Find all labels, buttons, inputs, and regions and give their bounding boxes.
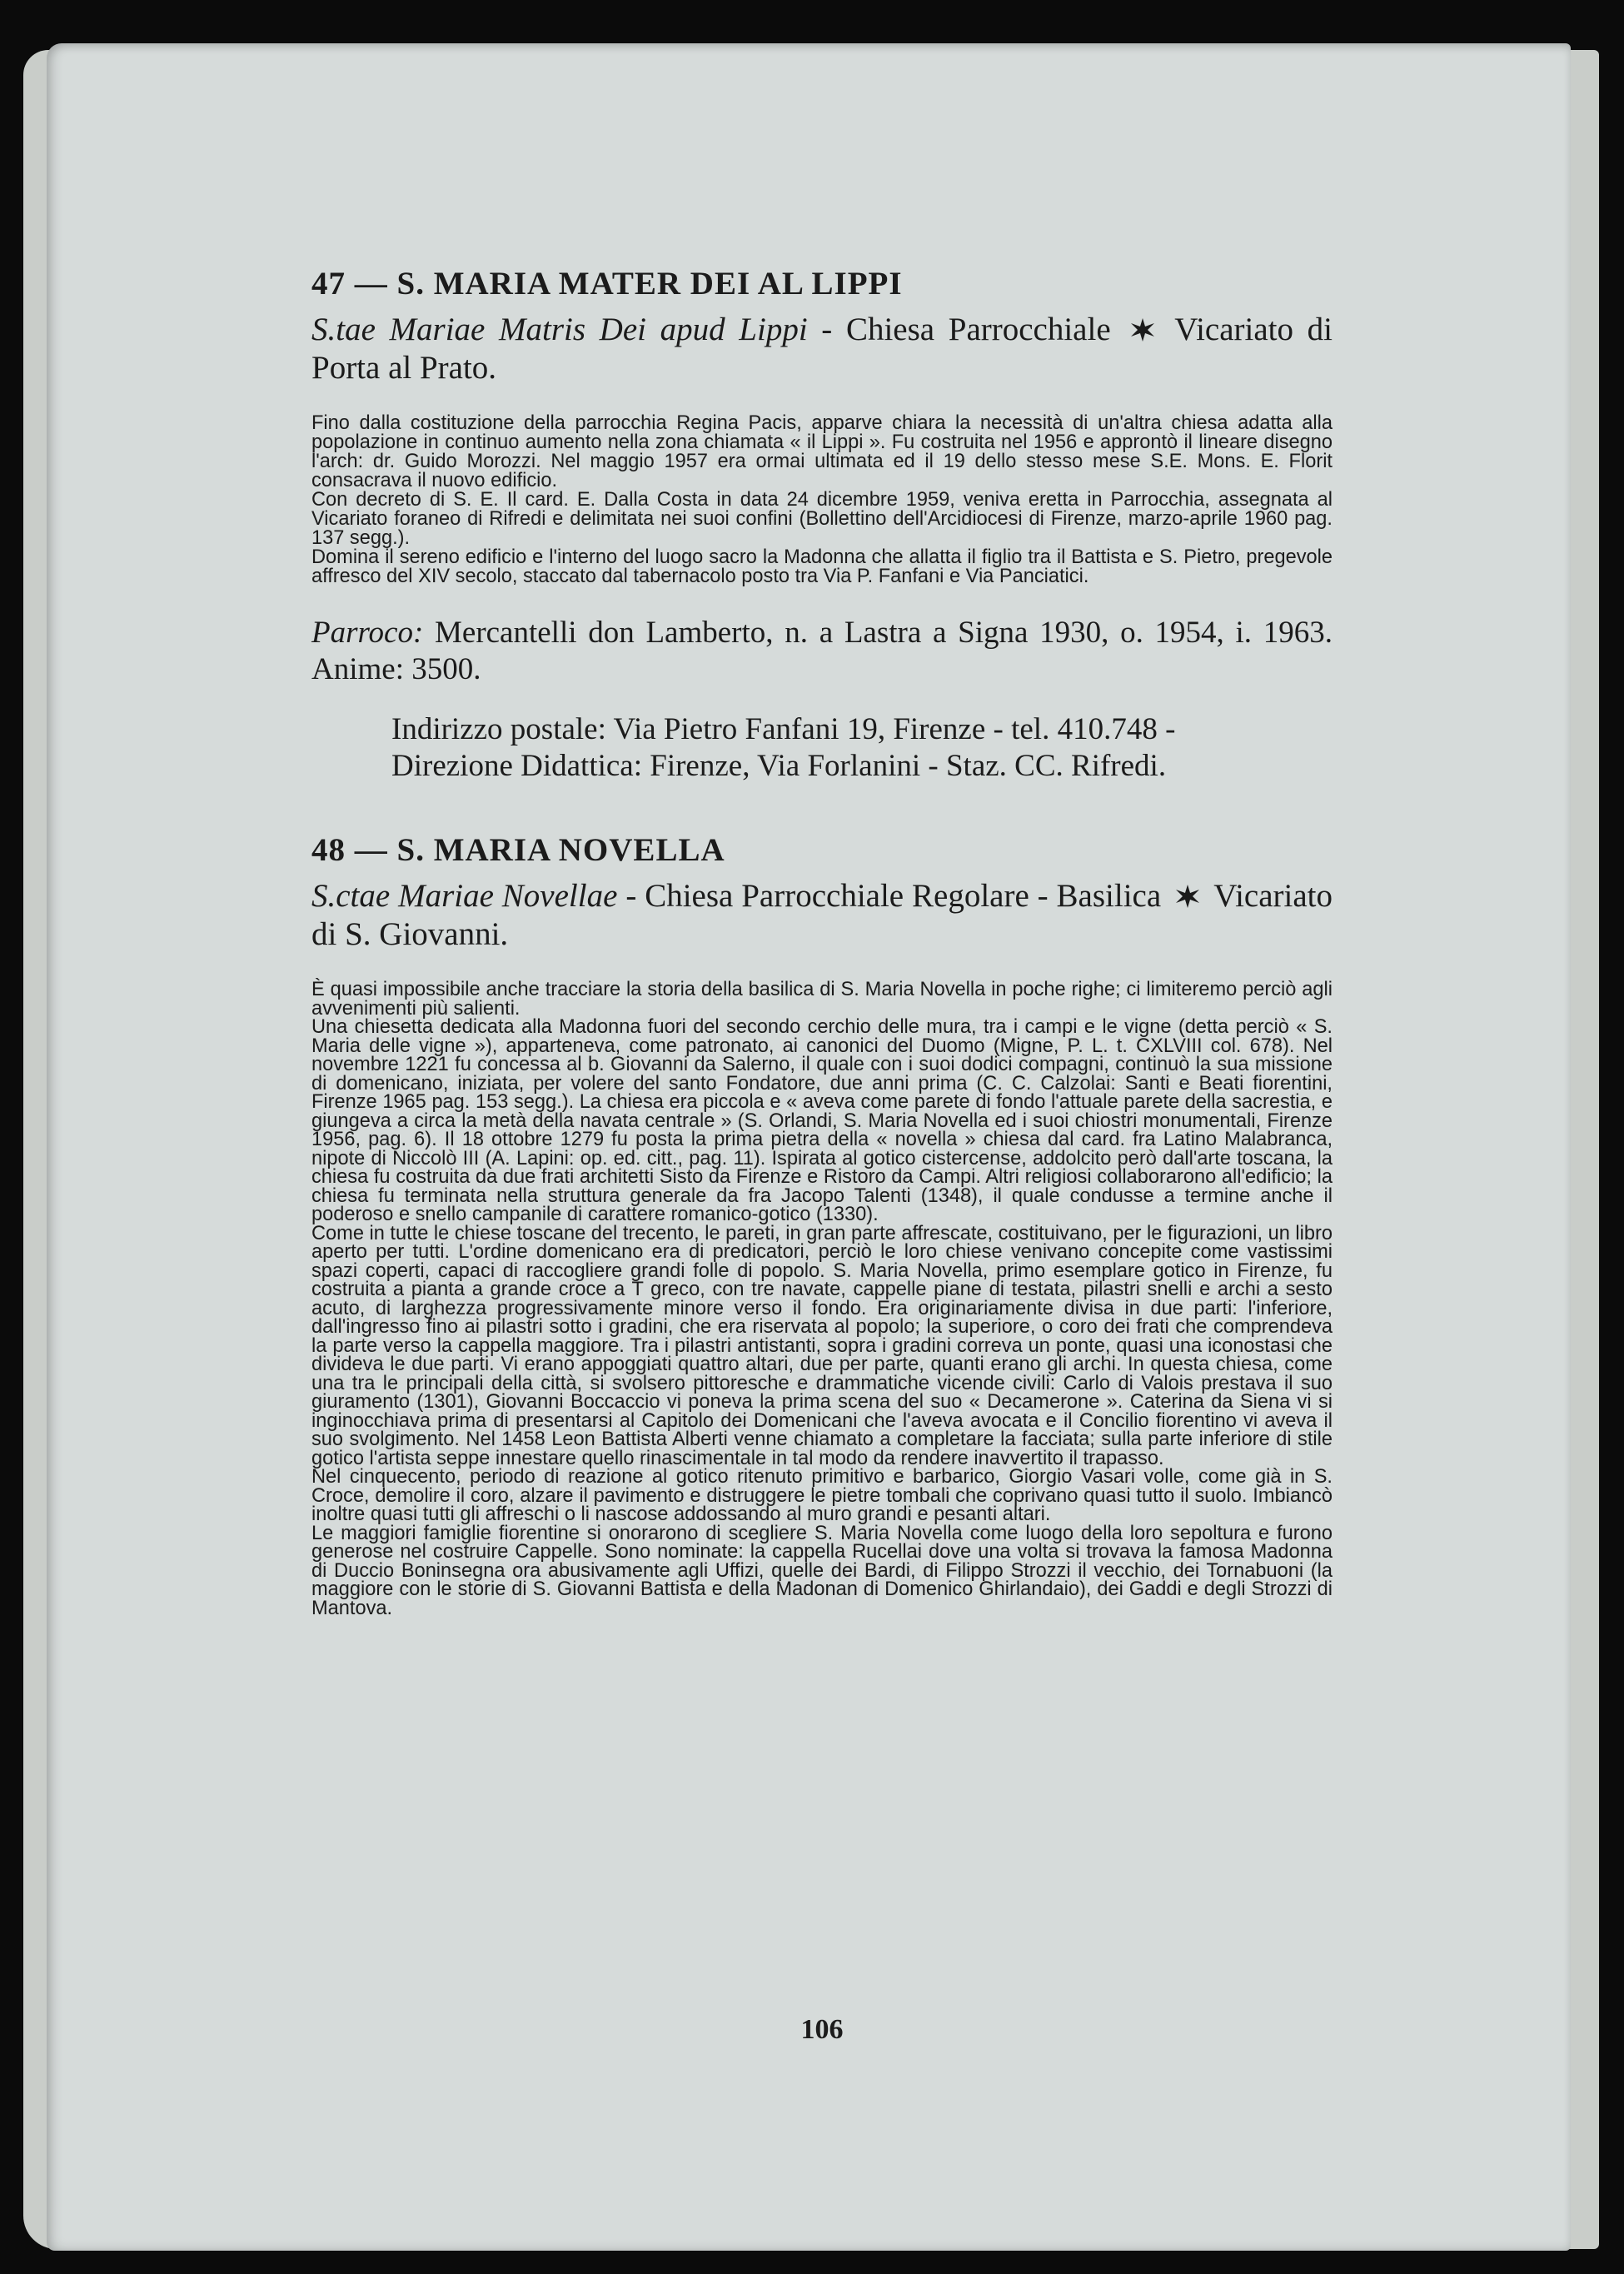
- entry-47-latin-name: S.tae Mariae Matris Dei apud Lippi: [311, 312, 808, 347]
- entry-47-heading: 47 — S. MARIA MATER DEI AL LIPPI: [311, 266, 903, 302]
- entry-47-type: - Chiesa Parrocchiale: [807, 312, 1125, 347]
- entry-48-vicariato: Vicariato di S. Giovanni.: [311, 878, 1333, 952]
- entry-48-heading: 48 — S. MARIA NOVELLA: [311, 832, 725, 868]
- maltese-cross-icon: [1173, 883, 1203, 910]
- history-paragraph: Le maggiori famiglie fiorentine si onorarono di scegliere S. Maria Novella come luogo della loro sepoltura e furono generose nel costruire Cappelle. Sono nominate: la cappella Rucellai dove una volta si trovava la famosa Madonna di Duccio Boninsegna ora abusivamente agli Uffizi, quelle dei Bardi, di Filippo Strozzi il vecchio, dei Tornabuoni (la maggiore con le storie di S. Giovanni Battista e della Madonan di Domenico Ghirlandaio), dei Gaddi e degli Strozzi di Mantova.: [311, 1522, 1333, 1619]
- history-paragraph: Una chiesetta dedicata alla Madonna fuori del secondo cerchio delle mura, tra i campi e le vigne (detta perciò « S. Maria delle vigne »), apparteneva, come patronato, ai canonici del Duomo (Migne, P. L. t. CXLVIII col. 678). Nel novembre 1221 fu concessa al b. Giovanni da Salerno, il quale con i suoi dodici compagni, continuò la sua missione di domenicano, iniziata, per volere del santo Fondatore, due anni prima (C. C. Calzolai: Santi e Beati fiorentini, Firenze 1965 pag. 153 segg.). La chiesa era piccola e « aveva come parete di fondo l'attuale parete della sacrestia, e giungeva a circa la metà della navata centrale » (S. Orlandi, S. Maria Novella ed i suoi chiostri monumentali, Firenze 1956, pag. 6). Il 18 ottobre 1279 fu posta la prima pietra della « novella » chiesa dal card. fra Latino Malabranca, nipote di Niccolò III (A. Lapini: op. ed. citt., pag. 11). Ispirata al gotico cistercense, addolcito però dall'arte toscana, la chiesa fu costruita da due frati architetti Sisto da Firenze e Ristoro da Campi. Altri religiosi collaborarono all'edificio; la chiesa fu terminata nella struttura generale da fra Jacopo Talenti (1348), il quale condusse a termine anche il poderoso e snello campanile di carattere romanico-gotico (1330).: [311, 1016, 1333, 1225]
- entry-48-subtitle: [311, 877, 1333, 954]
- history-paragraph: Con decreto di S. E. Il card. E. Dalla Costa in data 24 dicembre 1959, veniva eretta in Parrocchia, assegnata al Vicariato foraneo di Rifredi e delimitata nei suoi confini (Bollettino dell'Arcidiocesi di Firenze, marzo-aprile 1960 pag. 137 segg.).: [311, 489, 1333, 549]
- entry-48-latin-name: S.ctae Mariae Novellae: [311, 878, 618, 914]
- maltese-cross-icon: [1128, 317, 1158, 343]
- entry-47-address: [391, 711, 1333, 785]
- entry-48-history: [311, 980, 1333, 1618]
- school-direction: Direzione Didattica: Firenze, Via Forlanini - Staz. CC. Rifredi.: [391, 749, 1167, 783]
- page-content: [311, 265, 1333, 2045]
- entry-47-parroco: [311, 615, 1333, 688]
- history-paragraph: È quasi impossibile anche tracciare la storia della basilica di S. Maria Novella in poche righe; ci limiteremo perciò agli avvenimenti più salienti.: [311, 979, 1333, 1020]
- postal-address: Indirizzo postale: Via Pietro Fanfani 19, Firenze - tel. 410.748 -: [391, 712, 1176, 746]
- history-paragraph: Come in tutte le chiese toscane del trecento, le pareti, in gran parte affrescate, costituivano, per le figurazioni, un libro aperto per tutti. L'ordine domenicano era di predicatori, perciò le loro chiese venivano concepite come vastissimi spazi coperti, capaci di raccogliere grandi folle di popolo. S. Maria Novella, primo esemplare gotico in Firenze, fu costruita a pianta a grande croce a T greco, con tre navate, cappelle piane di testata, pilastri snelli e archi a sesto acuto, di larghezza progressivamente minore verso il fondo. Era originariamente divisa in due parti: l'inferiore, dall'ingresso fino ai pilastri sotto i gradini, che era riservata al popolo; la superiore, o coro dei frati che comprendeva la parte verso la cappella maggiore. Tra i pilastri antistanti, sopra i gradini correva un ponte, quasi una iconostasi che divideva le due parti. Vi erano appoggiati quattro altari, due per parte, quanti erano gli archi. In questa chiesa, come una tra le principali della città, si svolsero pittoresche e drammatiche vicende civili: Carlo di Valois prestava il suo giuramento (1301), Giovanni Boccaccio vi poneva la prima scena del suo « Decamerone ». Caterina da Siena vi si inginocchiava prima di presentarsi al Capitolo dei Domenicani che l'aveva avocata e il Concilio fiorentino vi aveva il suo svolgimento. Nel 1458 Leon Battista Alberti venne chiamato a completare la facciata; sulla parte inferiore di stile gotico l'artista seppe innestare quello rinascimentale in tal modo da renderе inavvertito il trapasso.: [311, 1222, 1333, 1469]
- history-paragraph: Fino dalla costituzione della parrocchia Regina Pacis, apparve chiara la necessità di un'altra chiesa adatta alla popolazione in continuo aumento nella zona chiamata « il Lippi ». Fu costruita nel 1956 e approntò il lineare disegno l'arch: dr. Guido Morozzi. Nel maggio 1957 era ormai ultimata ed il 19 dello stesso mese S.E. Mons. E. Florit consacrava il nuovo edificio.: [311, 412, 1333, 491]
- entry-47-history: [311, 414, 1333, 586]
- parroco-label: Parroco:: [311, 616, 424, 650]
- history-paragraph: Domina il sereno edificio e l'interno del luogo sacro la Madonna che allatta il figlio tra il Battista e S. Pietro, pregevole affresco del XIV secolo, staccato dal tabernacolo posto tra Via P. Fanfani e Via Panciatici.: [311, 546, 1333, 587]
- entry-47-vicariato: Vicariato di Porta al Prato.: [311, 312, 1333, 386]
- entry-47-subtitle: [311, 311, 1333, 387]
- page-number: 106: [800, 2014, 844, 2045]
- entry-48-type: - Chiesa Parrocchiale Regolare - Basilica: [617, 878, 1170, 914]
- parroco-text: Mercantelli don Lamberto, n. a Lastra a Signa 1930, o. 1954, i. 1963. Anime: 3500.: [311, 616, 1333, 686]
- history-paragraph: Nel cinquecento, periodo di reazione al gotico ritenuto primitivo e barbarico, Giorgio Vasari volle, come già in S. Croce, demolire il coro, alzare il pavimento e distruggere le pietre tombali che coprivano quasi tutto il suolo. Imbiancò inoltre quasi tutti gli affreschi o li nascose addossando al muro grandi e pesanti altari.: [311, 1466, 1333, 1525]
